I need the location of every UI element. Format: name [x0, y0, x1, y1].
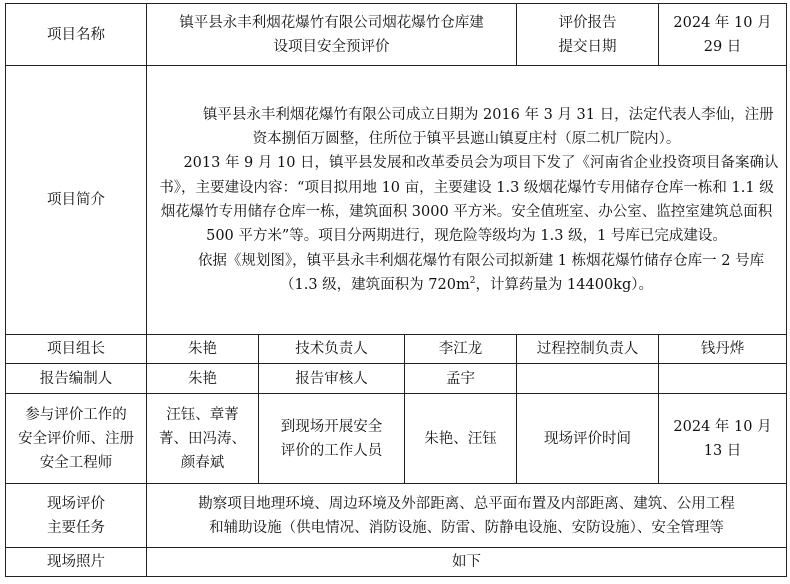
- site-tasks-row: [6, 484, 787, 548]
- evaluation-info-table: [5, 3, 787, 577]
- process-control-value: 钱丹烨: [659, 335, 787, 364]
- report-editor-label: 报告编制人: [6, 364, 147, 394]
- site-eval-time-label: 现场评价时间: [517, 394, 659, 484]
- empty-cell: [659, 364, 787, 394]
- report-reviewer-value: 孟宇: [405, 364, 517, 394]
- project-leader-row: [6, 335, 787, 364]
- empty-cell: [517, 364, 659, 394]
- project-leader-value: 朱艳: [147, 335, 259, 364]
- project-leader-label: 项目组长: [6, 335, 147, 364]
- project-intro-label: 项目简介: [6, 66, 147, 335]
- report-editor-row: [6, 364, 787, 394]
- project-name-row: [6, 4, 787, 66]
- report-date-label: 评价报告 提交日期: [517, 4, 659, 66]
- process-control-label: 过程控制负责人: [517, 335, 659, 364]
- intro-paragraph-2: 2013 年 9 月 10 日，镇平县发展和改革委员会为项目下发了《河南省企业投资项目备案确认书》，主要建设内容：“项目拟用地 10 亩，主要建设 1.3 级烟花爆竹专用储存仓库一栋和 1.1 级烟花爆竹专用储存仓库一栋，建筑面积 3000 平方米。安全值班室、办公室、监控室建筑总面积 500 平方米”等。项目分两期进行，现危险等级均为 1.3 级，1 号库已完成建设。: [159, 155, 779, 245]
- participants-label: 参与评价工作的 安全评价师、注册 安全工程师: [6, 394, 147, 484]
- tech-lead-value: 李江龙: [405, 335, 517, 364]
- site-photos-value: 如下: [147, 548, 787, 577]
- project-intro-row: [6, 66, 787, 335]
- report-editor-value: 朱艳: [147, 364, 259, 394]
- participants-row: [6, 394, 787, 484]
- project-intro-text: [147, 66, 787, 335]
- tech-lead-label: 技术负责人: [259, 335, 405, 364]
- intro-paragraph-1: 镇平县永丰利烟花爆竹有限公司成立日期为 2016 年 3 月 31 日，法定代表人李仙，注册资本捌佰万圆整，住所位于镇平县遮山镇夏庄村（原二机厂院内）。: [202, 106, 774, 148]
- site-eval-time-value: 2024 年 10 月 13 日: [659, 394, 787, 484]
- report-reviewer-label: 报告审核人: [259, 364, 405, 394]
- site-tasks-text: 勘察项目地理环境、周边环境及外部距离、总平面布置及内部距离、建筑、公用工程 和辅助设施（供电情况、消防设施、防雷、防静电设施、安防设施）、安全管理等: [147, 484, 787, 548]
- project-name-label: 项目名称: [6, 4, 147, 66]
- site-tasks-label: 现场评价 主要任务: [6, 484, 147, 548]
- site-photos-label: 现场照片: [6, 548, 147, 577]
- site-staff-value: 朱艳、汪钰: [405, 394, 517, 484]
- report-date-value: 2024 年 10 月 29 日: [659, 4, 787, 66]
- participants-names: 汪钰、章菁 菁、田冯涛、 颜春斌: [147, 394, 259, 484]
- intro-paragraph-3: 依据《规划图》，镇平县永丰利烟花爆竹有限公司拟新建 1 栋烟花爆竹储存仓库一 2 号库（1.3 级，建筑面积为 $720m^2$，计算药量为 14400kg）。: [197, 252, 765, 293]
- site-staff-label: 到现场开展安全 评价的工作人员: [259, 394, 405, 484]
- project-name-value: 镇平县永丰利烟花爆竹有限公司烟花爆竹仓库建 设项目安全预评价: [147, 4, 517, 66]
- site-photos-row: [6, 548, 787, 577]
